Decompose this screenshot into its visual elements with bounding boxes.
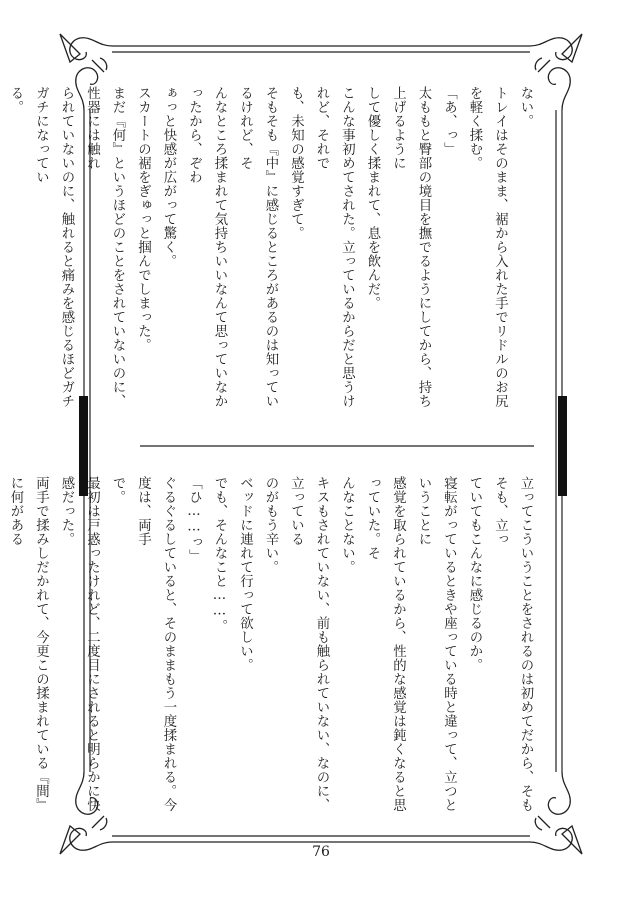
paragraph: 太ももと臀部の境目を撫でるようにしてから、持ち上げるように (390, 86, 431, 408)
paragraph: こんな事初めてされた。立っているからだと思うけれど、それで (314, 86, 355, 408)
page-number: 76 (312, 844, 330, 860)
paragraph (0, 476, 3, 814)
paragraph: 両手で揉みしだかれて、今更この揉まれている『間』に何がある (8, 476, 49, 812)
paragraph: 感覚を取られているから、性的な感覚は鈍くなると思っていた。そ (365, 476, 406, 812)
paragraph: る。 (8, 86, 23, 114)
paragraph: で。 (110, 476, 125, 504)
paragraph (0, 86, 3, 416)
paragraph: られていないのに、触れると痛みを感じるほどガチガチになってい (33, 86, 74, 408)
paragraph: ていてもこんなに感じるのか。 (467, 476, 482, 672)
paragraph: んなところ揉まれて気持ちいいなんて思っていなかったから、ぞわ (186, 86, 227, 408)
paragraph: キスもされていない、前も触られていない、なのに、立っている (288, 476, 329, 812)
right-bar (558, 396, 567, 496)
paragraph: して優しく揉まれて、息を飲んだ。 (365, 86, 380, 310)
paragraph: スカートの裾をぎゅっと掴んでしまった。 (135, 86, 151, 352)
paragraph: そもそも『中』に感じるところがあるのは知っているけれど、そ (237, 86, 278, 408)
paragraph: んなことない。 (339, 476, 355, 574)
paragraph: 寝転がっているときや座っている時と違って、立つということに (416, 476, 457, 812)
paragraph: 「あ、っ」 (441, 86, 457, 156)
text-block-top (0, 86, 538, 416)
paragraph: のがもう辛い。 (263, 476, 278, 574)
paragraph: トレイはそのまま、裾から入れた手でリドルのお尻を軽く揉む。 (467, 86, 508, 408)
paragraph: 「ひ……っ」 (186, 476, 202, 564)
paragraph: ない。 (518, 86, 533, 128)
paragraph: 立ってこういうことをされるのは初めてだから、そもそも、立っ (492, 476, 533, 812)
paragraph: ぁっと快感が広がって驚く。 (161, 86, 176, 268)
paragraph: まだ『何』というほどのことをされていないのに、性器には触れ (84, 86, 125, 408)
paragraph: でも、そんなこと……。 (212, 476, 227, 634)
paragraph: ぐるぐるしていると、そのままもう一度揉まれる。今度は、両手 (135, 476, 176, 812)
paragraph: 最初は戸惑ったけれど、二度目にされると明らかに快感だった。 (59, 476, 100, 812)
paragraph: ベッドに連れて行って欲しい。 (237, 476, 253, 672)
paragraph: も、未知の感覚すぎて。 (288, 86, 304, 240)
text-block-bottom (0, 476, 538, 814)
